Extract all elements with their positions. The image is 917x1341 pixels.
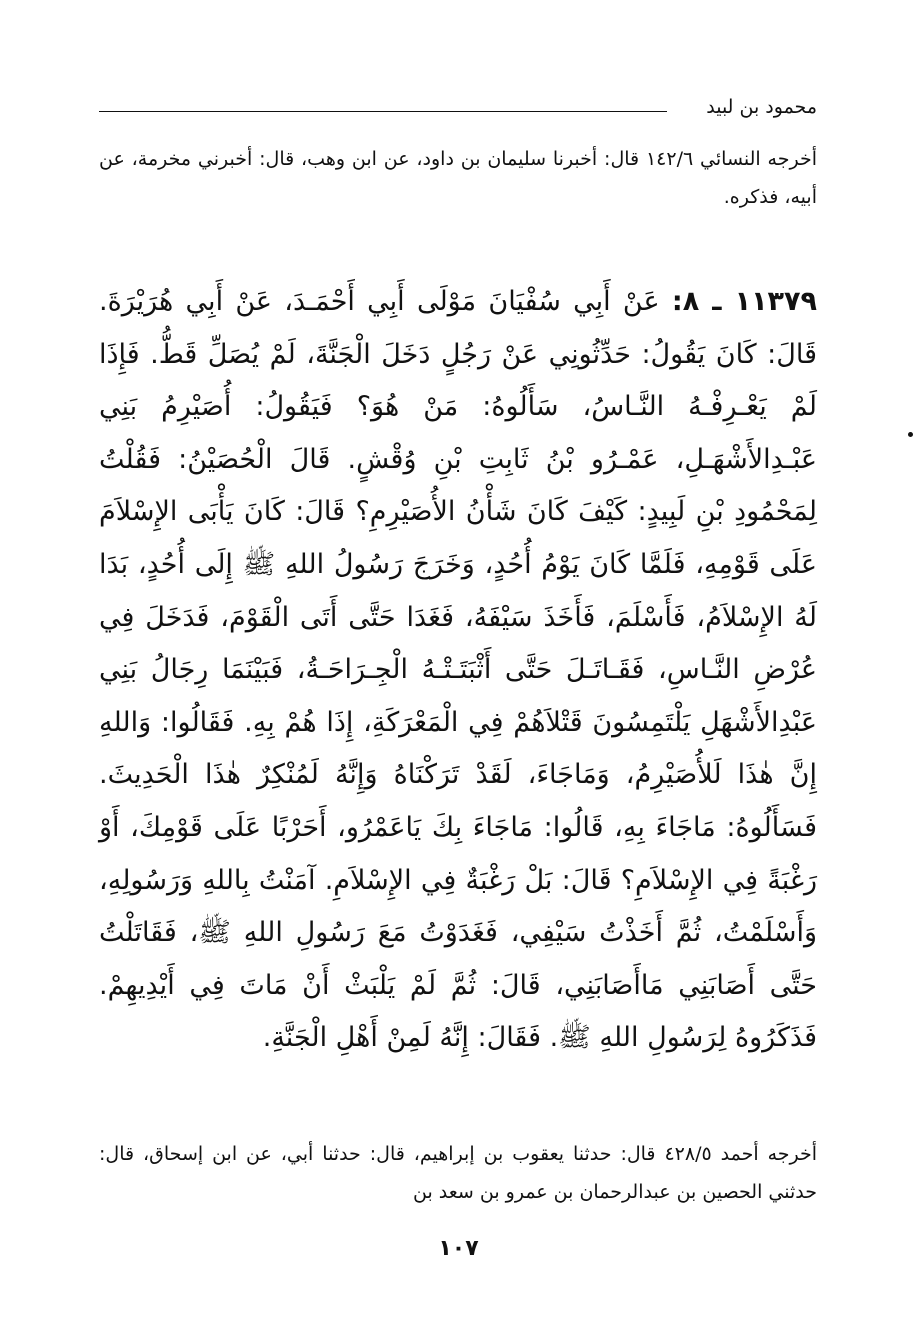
running-header — [99, 92, 817, 132]
source-note-bottom — [99, 1135, 817, 1211]
source-note-top — [99, 140, 817, 216]
page-number: ١٠٧ — [438, 1236, 479, 1261]
hadith-text: عَنْ أَبِي سُفْيَانَ مَوْلَى أَبِي أَحْمَـدَ، عَنْ أَبِي هُرَيْرَةَ. قَالَ: كَانَ يَقُولُ: حَدِّثُونِي عَنْ رَجُلٍ دَخَلَ الْجَنَّةَ، لَمْ يُصَلِّ قَطُّ. فَإِذَا لَمْ يَعْـرِفْـهُ النَّـاسُ، سَأَلُوهُ: مَنْ هُوَ؟ فَيَقُولُ: أُصَيْرِمُ بَنِي عَبْـدِالأَشْهَـلِ، عَمْـرُو بْنُ ثَابِتِ بْنِ وُقْشٍ. قَالَ الْحُصَيْنُ: فَقُلْتُ لِمَحْمُودِ بْنِ لَبِيدٍ: كَيْفَ كَانَ شَأْنُ الأُصَيْرِمِ؟ قَالَ: كَانَ يَأْبَى الإِسْلاَمَ عَلَى قَوْمِهِ، فَلَمَّا كَانَ يَوْمُ أُحُدٍ، وَخَرَجَ رَسُولُ اللهِ ﷺ إِلَى أُحُدٍ، بَدَا لَهُ الإِسْلاَمُ، فَأَسْلَمَ، فَأَخَذَ سَيْفَهُ، فَغَدَا حَتَّى أَتَى الْقَوْمَ، فَدَخَلَ فِي عُرْضِ النَّـاسِ، فَقَـاتَـلَ حَتَّى أَثْبَتَـتْـهُ الْجِـرَاحَـةُ، فَبَيْنَمَا رِجَالُ بَنِي عَبْدِالأَشْهَلِ يَلْتَمِسُونَ قَتْلاَهُمْ فِي الْمَعْرَكَةِ، إِذَا هُمْ بِهِ. فَقَالُوا: وَاللهِ إِنَّ هٰذَا لَلأُصَيْرِمُ، وَمَاجَاءَ، لَقَدْ تَرَكْنَاهُ وَإِنَّهُ لَمُنْكِرٌ هٰذَا الْحَدِيثَ. فَسَأَلُوهُ: مَاجَاءَ بِهِ، قَالُوا: مَاجَاءَ بِكَ يَاعَمْرُو، أَحَرْبًا عَلَى قَوْمِكَ، أَوْ رَغْبَةً فِي الإِسْلاَمِ؟ قَالَ: بَلْ رَغْبَةٌ فِي الإِسْلاَمِ. آمَنْتُ بِاللهِ وَرَسُولِهِ، وَأَسْلَمْتُ، ثُمَّ أَخَذْتُ سَيْفِي، فَغَدَوْتُ مَعَ رَسُولِ اللهِ ﷺ، فَقَاتَلْتُ حَتَّى أَصَابَنِي مَاأَصَابَنِي، قَالَ: ثُمَّ لَمْ يَلْبَثْ أَنْ مَاتَ فِي أَيْدِيهِمْ. فَذَكَرُوهُ لِرَسُولِ اللهِ ﷺ. فَقَالَ: إِنَّهُ لَمِنْ أَهْلِ الْجَنَّةِ. — [99, 286, 817, 1054]
hadith-number: ١١٣٧٩ ـ ٨: — [671, 286, 817, 317]
source-note-top-text: أخرجه النسائي ١٤٢/٦ قال: أخبرنا سليمان بن داود، عن ابن وهب، قال: أخبرني مخرمة، عن أبيه، فذكره. — [99, 148, 817, 208]
hadith-block — [99, 276, 817, 1065]
header-rule — [99, 111, 667, 112]
source-note-bottom-text: أخرجه أحمد ٤٢٨/٥ قال: حدثنا يعقوب بن إبراهيم، قال: حدثنا أبي، عن ابن إسحاق، قال: حدثني الحصين بن عبدالرحمان بن عمرو بن سعد بن — [99, 1143, 818, 1203]
hadith-paragraph — [99, 276, 817, 1065]
header-title: محمود بن لبيد — [706, 96, 817, 118]
margin-mark — [908, 432, 913, 437]
